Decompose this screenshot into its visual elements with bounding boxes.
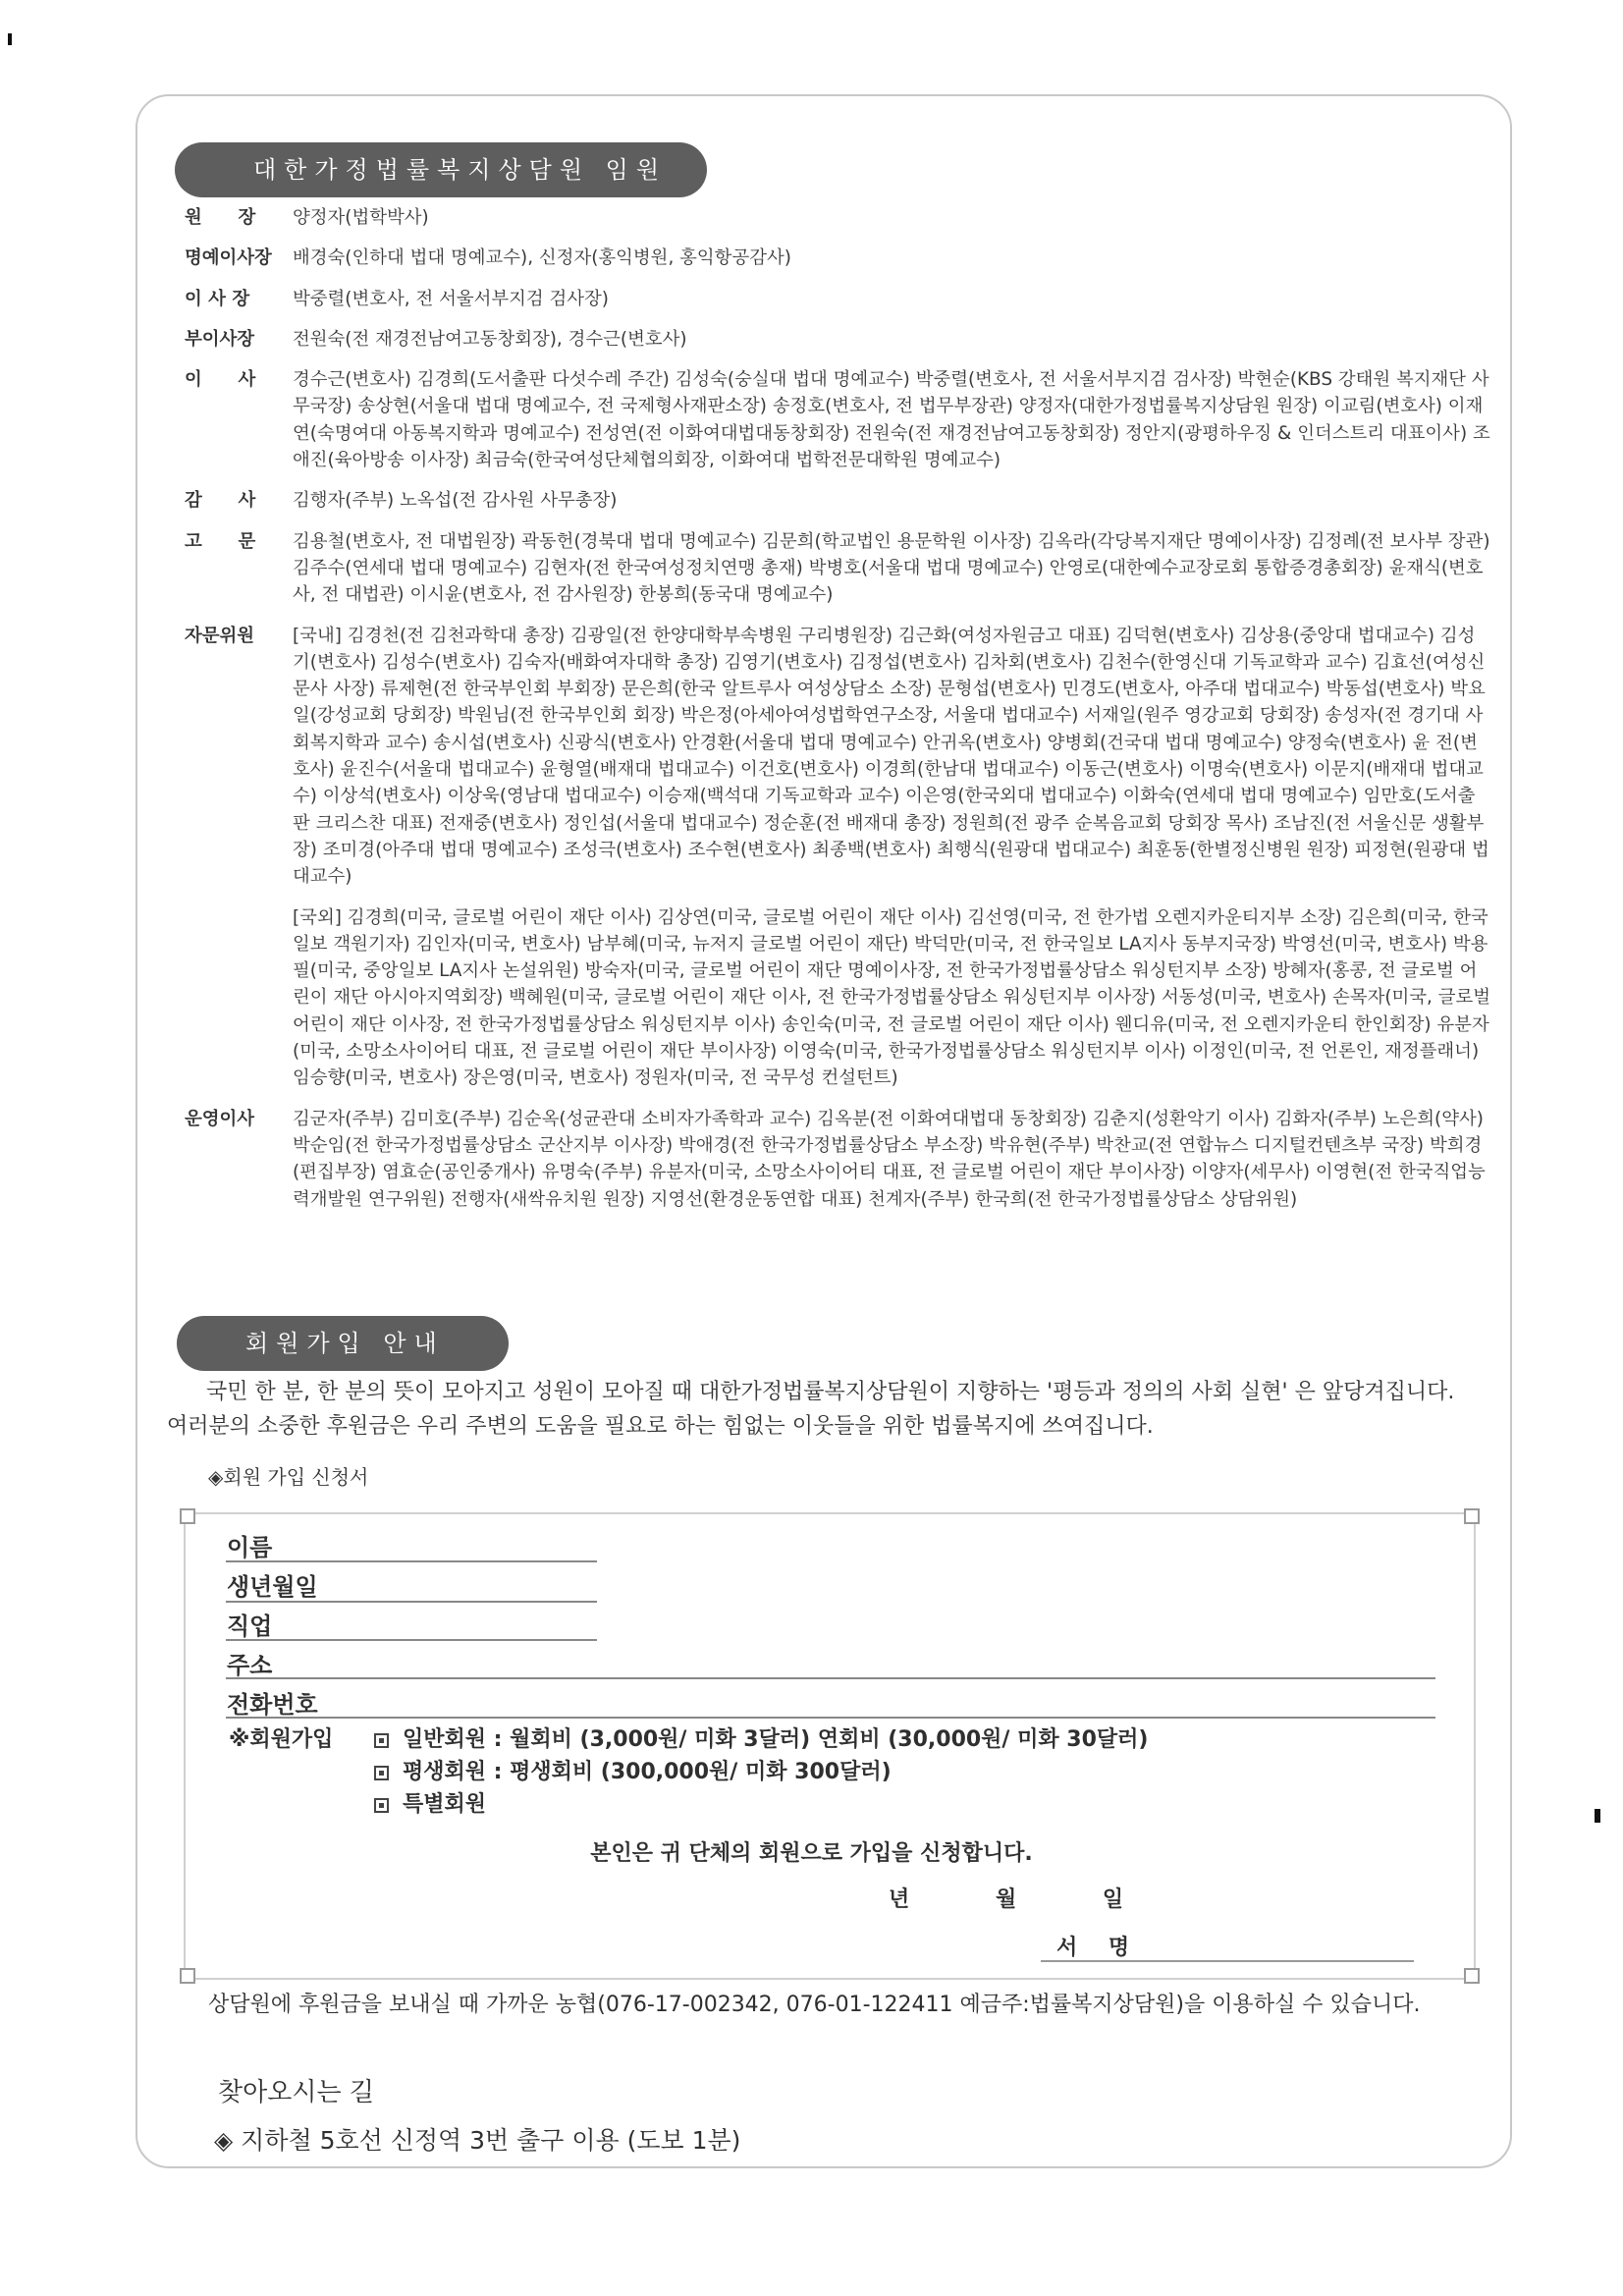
date-day[interactable]: 일	[1102, 1887, 1124, 1912]
officer-row-honorary-chair	[185, 245, 1490, 271]
officer-names: 전원숙(전 재경전남여고동창회장), 경수근(변호사)	[293, 328, 687, 350]
date-fields	[889, 1883, 1202, 1913]
directions-detail: ◈ 지하철 5호선 신정역 3번 출구 이용 (도보 1분)	[214, 2126, 741, 2155]
job-field[interactable]	[227, 1607, 272, 1641]
officer-names	[293, 623, 1492, 1092]
officer-names: 김군자(주부) 김미호(주부) 김순옥(성균관대 소비자가족학과 교수) 김옥분(전 이화여대법대 동창회장) 김춘지(성환악기 이사) 김화자(주부) 노은희(약사) 박순임(전 한국가정법률상담소 군산지부 이사장) 박애경(전 한국가정법률상담소 부소장) 박유현(주부) 박찬교(전 연합뉴스 디지털컨텐츠부 국장) 박희경(편집부장) 염효순(공인중개사) 유명숙(주부) 유분자(미국, 소망소사이어티 대표, 전 글로벌 어린이 재단 부이사장) 이양자(세무사) 이영현(전 한국직업능력개발원 연구위원) 전행자(새싹유치원 원장) 지영선(환경운동연합 대표) 천계자(주부) 한국희(전 한국가정법률상담소 상담위원)	[293, 1108, 1486, 1210]
officer-row-chair	[185, 286, 1490, 312]
membership-title: 회원가입 안내	[177, 1316, 509, 1371]
officer-names: 양정자(법학박사)	[293, 207, 429, 228]
birth-field[interactable]	[227, 1567, 318, 1602]
membership-option-regular[interactable]	[374, 1723, 1258, 1756]
birth-input-line[interactable]	[226, 1601, 597, 1603]
membership-intro	[167, 1375, 1492, 1444]
signature-line[interactable]	[1041, 1960, 1414, 1962]
consultants-international: [국외] 김경희(미국, 글로벌 어린이 재단 이사) 김상연(미국, 글로벌 어린이 재단 이사) 김선영(미국, 전 한가법 오렌지카운티지부 소장) 김은희(미국, 한국일보 객원기자) 김인자(미국, 변호사) 남부혜(미국, 뉴저지 글로벌 어린이 재단) 박덕만(미국, 전 한국일보 LA지사 동부지국장) 박영선(미국, 변호사) 박용필(미국, 중앙일보 LA지사 논설위원) 방숙자(미국, 글로벌 어린이 재단 명예이사장, 전 한국가정법률상담소 워싱턴지부 소장) 방혜자(홍콩, 전 글로벌 어린이 재단 아시아지역회장) 백혜원(미국, 글로벌 어린이 재단 이사, 전 한국가정법률상담소 워싱턴지부 이사장) 서동성(미국, 변호사) 손목자(미국, 글로벌 어린이 재단 이사장, 전 한국가정법률상담소 워싱턴지부 이사) 송인숙(미국, 전 글로벌 어린이 재단 이사) 웬디유(미국, 전 오렌지카운티 한인회장) 유분자(미국, 소망소사이어티 대표, 전 글로벌 어린이 재단 부이사장) 이영숙(미국, 한국가정법률상담소 워싱턴지부 이사) 이정인(미국, 전 언론인, 재정플래너) 임승향(미국, 변호사) 장은영(미국, 변호사) 정원자(미국, 전 국무성 컨설턴트)	[293, 906, 1491, 1089]
officer-role: 고 문	[185, 530, 256, 552]
officer-names: 경수근(변호사) 김경희(도서출판 다섯수레 주간) 김성숙(숭실대 법대 명예교수) 박중렬(변호사, 전 서울서부지검 검사장) 박현순(KBS 강태원 복지재단 사무국장) 송상현(서울대 법대 명예교수, 전 국제형사재판소장) 송정호(변호사, 전 법무부장관) 양정자(대한가정법률복지상담원 원장) 이교림(변호사) 이재연(숙명여대 아동복지학과 명예교수) 전성연(전 이화여대법대동창회장) 전원숙(전 재경전남여고동창회장) 정안지(광평하우징 & 인더스트리 대표이사) 조애진(육아방송 이사장) 최금숙(한국여성단체협의회장, 이화여대 법학전문대학원 명예교수)	[293, 369, 1490, 471]
officer-role: 운영이사	[185, 1108, 255, 1129]
signature-label: 서 명	[1056, 1936, 1142, 1960]
officer-names: 김용철(변호사, 전 대법원장) 곽동헌(경북대 법대 명예교수) 김문희(학교법인 용문학원 이사장) 김옥라(각당복지재단 명예이사장) 김정례(전 보사부 장관) 김주수(연세대 법대 명예교수) 김현자(전 한국여성정치연맹 총재) 박병호(서울대 법대 명예교수) 안영로(대한예수교장로회 통합증경총회장) 윤재식(변호사, 전 대법관) 이시윤(변호사, 전 감사원장) 한봉희(동국대 명예교수)	[293, 530, 1490, 606]
option-label: 일반회원 : 월회비 (3,000원/ 미화 3달러) 연회비 (30,000원/ 미화 30달러)	[403, 1727, 1149, 1752]
membership-intro-line: 여러분의 소중한 후원금은 우리 주변의 도움을 필요로 하는 힘없는 이웃들을 위한 법률복지에 쓰여집니다.	[167, 1414, 1154, 1439]
membership-option-lifetime[interactable]	[374, 1756, 1258, 1788]
officers-list	[185, 204, 1490, 1227]
option-label: 평생회원 : 평생회비 (300,000원/ 미화 300달러)	[403, 1760, 892, 1784]
officer-row-vice-chair	[185, 326, 1490, 353]
phone-field[interactable]	[227, 1685, 318, 1720]
membership-join-label: ※회원가입	[229, 1727, 334, 1752]
job-label: 직업	[227, 1613, 273, 1640]
name-field[interactable]	[227, 1528, 272, 1562]
membership-options	[229, 1723, 1149, 1817]
address-label: 주소	[227, 1652, 273, 1679]
officer-role: 이 사 장	[185, 288, 250, 309]
name-input-line[interactable]	[226, 1560, 597, 1562]
phone-input-line[interactable]	[226, 1717, 1435, 1719]
name-label: 이름	[227, 1534, 273, 1561]
officer-role: 부이사장	[185, 328, 255, 350]
officer-row-operating	[185, 1106, 1490, 1213]
officer-names: 박중렬(변호사, 전 서울서부지검 검사장)	[293, 288, 609, 309]
form-corner-ornament	[1464, 1508, 1480, 1524]
officer-names: 배경숙(인하대 법대 명예교수), 신정자(홍익병원, 홍익항공감사)	[293, 247, 791, 269]
officer-role: 자문위원	[185, 625, 255, 646]
phone-label: 전화번호	[227, 1691, 318, 1719]
address-input-line[interactable]	[226, 1677, 1435, 1679]
directions-title: 찾아오시는 길	[218, 2078, 374, 2107]
membership-declaration: 본인은 귀 단체의 회원으로 가입을 신청합니다.	[590, 1841, 1033, 1866]
scan-mark-top	[8, 33, 12, 45]
birth-label: 생년월일	[227, 1573, 318, 1601]
scan-mark-right	[1595, 1809, 1600, 1823]
form-corner-ornament	[180, 1968, 195, 1984]
date-year[interactable]: 년	[889, 1887, 910, 1912]
date-month[interactable]: 월	[995, 1887, 1017, 1912]
officer-role: 이 사	[185, 369, 256, 391]
application-form-title: ◈회원 가입 신청서	[208, 1465, 369, 1489]
officer-row-auditors	[185, 487, 1490, 514]
form-corner-ornament	[180, 1508, 195, 1524]
officer-row-director	[185, 204, 1490, 231]
membership-intro-line: 국민 한 분, 한 분의 뜻이 모아지고 성원이 모아질 때 대한가정법률복지상담원이 지향하는 '평등과 정의의 사회 실현' 은 앞당겨집니다.	[206, 1380, 1455, 1404]
membership-option-list	[374, 1723, 1258, 1821]
option-label: 특별회원	[403, 1792, 487, 1817]
checkbox-icon[interactable]	[374, 1766, 389, 1780]
bank-note: 상담원에 후원금을 보내실 때 가까운 농협(076-17-002342, 076-01-122411 예금주:법률복지상담원)을 이용하실 수 있습니다.	[208, 1993, 1421, 2017]
job-input-line[interactable]	[226, 1639, 597, 1641]
officers-title: 대한가정법률복지상담원 임원	[175, 142, 707, 197]
checkbox-icon[interactable]	[374, 1733, 389, 1748]
consultants-domestic: [국내] 김경천(전 김천과학대 총장) 김광일(전 한양대학부속병원 구리병원장) 김근화(여성자원금고 대표) 김덕현(변호사) 김상용(중앙대 법대교수) 김성기(변호사) 김성수(변호사) 김숙자(배화여자대학 총장) 김영기(변호사) 김정섭(변호사) 김차회(변호사) 김천수(한영신대 기독교학과 교수) 김효선(여성신문사 사장) 류제현(전 한국부인회 부회장) 문은희(한국 알트루사 여성상담소 소장) 문형섭(변호사) 민경도(변호사, 아주대 법대교수) 박동섭(변호사) 박요일(강성교회 당회장) 박원님(전 한국부인회 회장) 박은정(아세아여성법학연구소장, 서울대 법대교수) 서재일(원주 영강교회 당회장) 송성자(전 경기대 사회복지학과 교수) 송시섭(변호사) 신광식(변호사) 안경환(서울대 법대 명예교수) 안귀옥(변호사) 양병회(건국대 법대 명예교수) 양정숙(변호사) 윤 전(변호사) 윤진수(서울대 법대교수) 윤형열(배재대 법대교수) 이건호(변호사) 이경희(한남대 법대교수) 이동근(변호사) 이명숙(변호사) 이문지(배재대 법대교수) 이상석(변호사) 이상욱(영남대 법대교수) 이승재(백석대 기독교학과 교수) 이은영(한국외대 법대교수) 이화숙(연세대 법대 명예교수) 임만호(도서출판 크리스찬 대표) 전재중(변호사) 정인섭(서울대 법대교수) 정순훈(전 배재대 총장) 정원희(전 광주 순복음교회 당회장 목사) 조남진(전 서울신문 생활부장) 조미경(아주대 법대 명예교수) 조성극(변호사) 조수현(변호사) 최종백(변호사) 최행식(원광대 법대교수) 최훈동(한별정신병원 원장) 피정현(원광대 법대교수)	[293, 625, 1489, 888]
officer-row-consultants	[185, 623, 1490, 1092]
officer-role: 명예이사장	[185, 247, 272, 269]
checkbox-icon[interactable]	[374, 1798, 389, 1813]
officer-role: 원 장	[185, 207, 256, 228]
form-corner-ornament	[1464, 1968, 1480, 1984]
address-field[interactable]	[227, 1646, 272, 1680]
officer-names: 김행자(주부) 노옥섭(전 감사원 사무총장)	[293, 490, 618, 512]
officer-row-directors	[185, 366, 1490, 473]
officer-role: 감 사	[185, 490, 256, 512]
membership-option-special[interactable]	[374, 1788, 1258, 1821]
officer-row-advisors	[185, 528, 1490, 609]
